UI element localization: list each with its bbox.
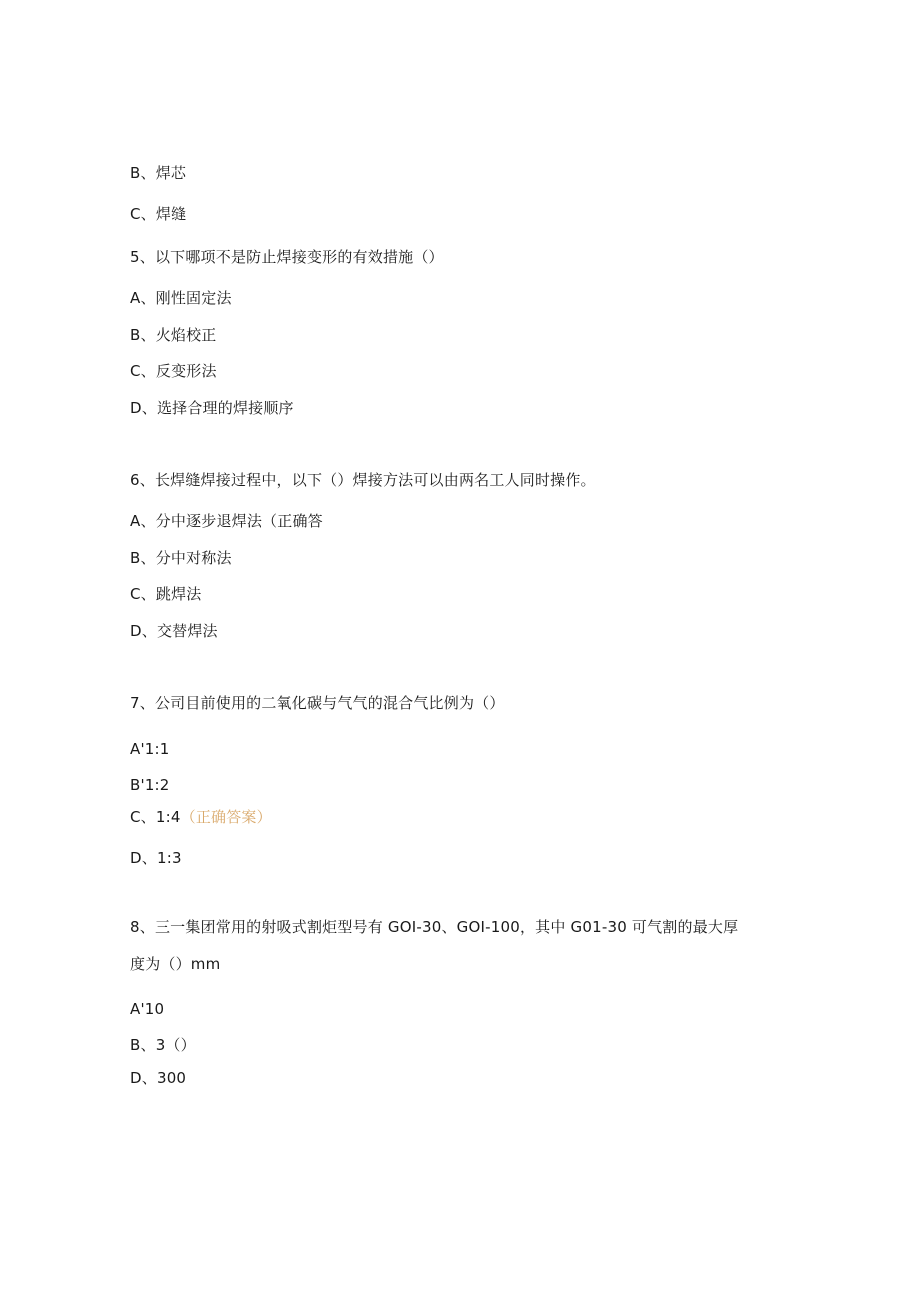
- q8-option-d: D、300: [130, 1069, 187, 1087]
- q6-option-d: D、交替焊法: [130, 622, 218, 640]
- question-8-line-1: 8、三一集团常用的射吸式割炬型号有 GOI-30、GOI-100，其中 G01-30 可气割的最大厚: [130, 918, 739, 936]
- question-7: 7、公司目前使用的二氧化碳与气气的混合气比例为（）: [130, 694, 505, 712]
- q5-option-c: C、反变形法: [130, 362, 217, 380]
- q7-option-c: [130, 807, 272, 827]
- question-8-line-2: 度为（）mm: [130, 955, 221, 973]
- question-5: 5、以下哪项不是防止焊接变形的有效措施（）: [130, 248, 444, 266]
- q6-option-b: B、分中对称法: [130, 549, 232, 567]
- q8-option-b: B、3（）: [130, 1036, 196, 1054]
- q7-option-a: A'1:1: [130, 740, 170, 758]
- q5-option-b: B、火焰校正: [130, 326, 217, 344]
- q6-option-c: C、跳焊法: [130, 585, 202, 603]
- q5-option-a: A、刚性固定法: [130, 289, 232, 307]
- option-b-core: B、焊芯: [130, 164, 187, 182]
- q8-option-a: A'10: [130, 1000, 165, 1018]
- option-c-seam: C、焊缝: [130, 205, 187, 223]
- q6-option-a: A、分中逐步退焊法（正确答: [130, 512, 323, 530]
- q7-option-d: D、1:3: [130, 849, 182, 867]
- question-6: 6、长焊缝焊接过程中，以下（）焊接方法可以由两名工人同时操作。: [130, 471, 596, 489]
- q7-option-c-text: C、1:4: [130, 808, 181, 826]
- q5-option-d: D、选择合理的焊接顺序: [130, 399, 294, 417]
- q7-option-b: B'1:2: [130, 776, 170, 794]
- correct-answer-note: （正确答案）: [180, 808, 272, 826]
